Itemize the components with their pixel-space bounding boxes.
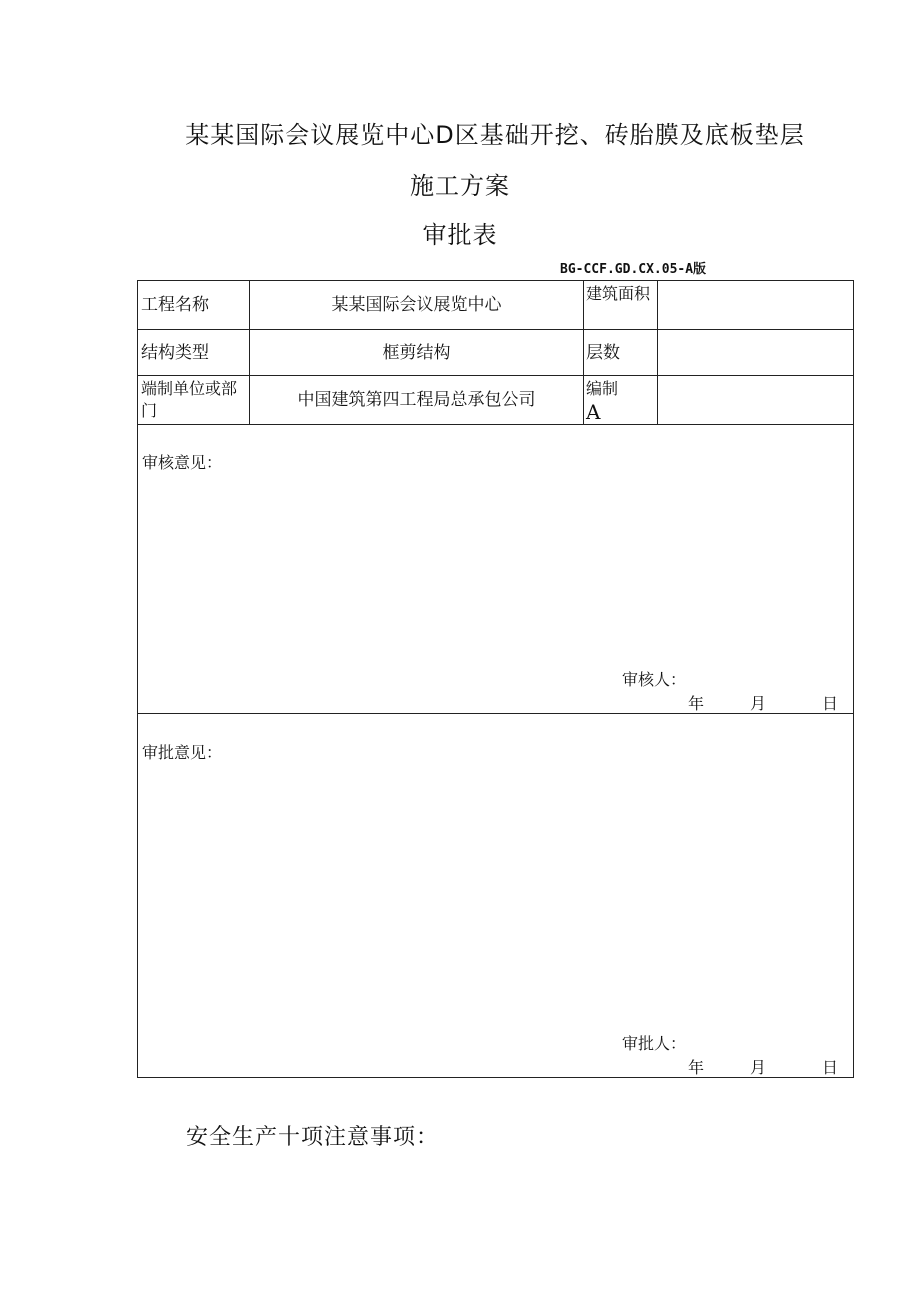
approval-month: 月 <box>750 1058 767 1077</box>
review-label: 审核意见： <box>142 453 223 472</box>
approval-day: 日 <box>822 1058 839 1077</box>
structure-type-label: 结构类型 <box>141 343 209 363</box>
approval-label: 审批意见： <box>142 743 223 762</box>
compiling-unit-label: 端制单位或部门 <box>141 379 238 420</box>
reviewer-label: 审核人： <box>622 670 687 689</box>
approval-section <box>137 713 854 1078</box>
structure-type-value: 框剪结构 <box>382 343 451 363</box>
review-section <box>137 424 854 714</box>
project-name-label: 工程名称 <box>141 295 209 315</box>
building-area-label: 建筑面积 <box>586 284 651 303</box>
safety-notes-heading: 安全生产十项注意事项： <box>186 1125 440 1150</box>
document-title-line3: 审批表 <box>422 221 498 249</box>
approval-year: 年 <box>688 1058 705 1077</box>
review-month: 月 <box>750 694 767 713</box>
form-code: BG-CCF.GD.CX.05-A版 <box>560 262 707 277</box>
document-title-line2: 施工方案 <box>410 172 510 200</box>
approver-label: 审批人： <box>622 1034 687 1053</box>
review-year: 年 <box>688 694 705 713</box>
document-title-line1: 某某国际会议展览中心D区基础开挖、砖胎膜及底板垫层 <box>185 121 805 149</box>
review-day: 日 <box>822 694 839 713</box>
compiler-label: 编制 <box>586 379 619 398</box>
floors-label: 层数 <box>586 343 620 363</box>
compiling-unit-value: 中国建筑第四工程局总承包公司 <box>297 390 536 410</box>
project-name-value: 某某国际会议展览中心 <box>331 295 502 315</box>
compiler-label-extra: A <box>586 400 601 424</box>
